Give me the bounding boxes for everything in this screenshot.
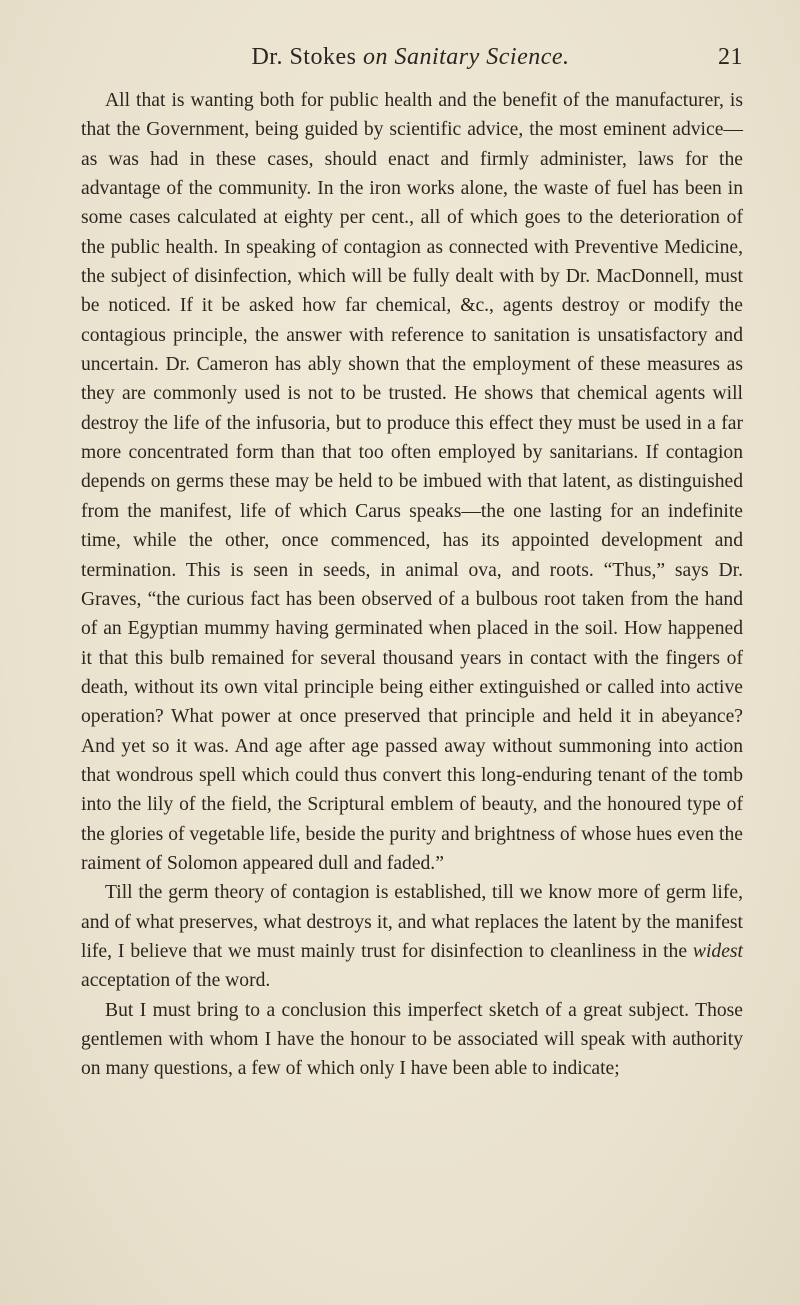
page-header [78, 44, 743, 78]
running-head [78, 44, 743, 71]
running-head-connector: on [356, 44, 395, 70]
running-head-title: Sanitary Science. [394, 44, 570, 70]
page-number: 21 [718, 44, 743, 70]
paragraph-germ-theory-before: Till the germ theory of contagion is established, till we know more of germ life, and of what preserves, what destroys it, and what replaces the latent by the manifest life, I believe that we must mainly trust for disinfection to cleanliness in the [81, 882, 743, 962]
paragraph-germ-theory [81, 878, 743, 995]
paragraph-germ-theory-after: acceptation of the word. [81, 970, 271, 992]
paragraph-conclusion: But I must bring to a conclusion this imperfect sketch of a great subject. Those gentlemen with whom I have the honour to be associated will speak with authority on many questions, a few of which only I have been able to indicate; [81, 999, 743, 1080]
emphasized-word: widest [692, 940, 743, 962]
body-text [81, 86, 743, 1084]
paragraph-disinfection: All that is wanting both for public health and the benefit of the manufacturer, is that the Government, being guided by scientific advice, the most eminent advice—as was had in these cases, should enact and firmly administer, laws for the advantage of the community. In the iron works alone, the waste of fuel has been in some cases calculated at eighty per cent., all of which goes to the deterioration of the public health. In speaking of contagion as connected with Preventive Medicine, the subject of disinfection, which will be fully dealt with by Dr. MacDonnell, must be noticed. If it be asked how far chemical, &c., agents destroy or modify the contagious principle, the answer with reference to sanitation is unsatisfactory and uncertain. Dr. Cameron has ably shown that the employment of these measures as they are commonly used is not to be trusted. He shows that chemical agents will destroy the life of the infusoria, but to produce this effect they must be used in a far more concentrated form than that too often employed by sanitarians. If contagion depends on germs these may be held to be imbued with that latent, as distinguished from the manifest, life of which Carus speaks—the one lasting for an indefinite time, while the other, once commenced, has its appointed development and termination. This is seen in seeds, in animal ova, and roots. “Thus,” says Dr. Graves, “the curious fact has been observed of a bulbous root taken from the hand of an Egyptian mummy having germinated when placed in the soil. How happened it that this bulb remained for several thousand years in contact with the fingers of death, without its own vital principle being either extinguished or called into active operation? What power at once preserved that principle and held it in abeyance? And yet so it was. And age after age passed away without summoning into action that wondrous spell which could thus convert this long-enduring tenant of the tomb into the lily of the field, the Scriptural emblem of beauty, and the honoured type of the glories of vegetable life, beside the purity and brightness of whose hues even the raiment of Solomon appeared dull and faded.” [81, 90, 743, 874]
running-head-author: Dr. Stokes [251, 44, 357, 70]
